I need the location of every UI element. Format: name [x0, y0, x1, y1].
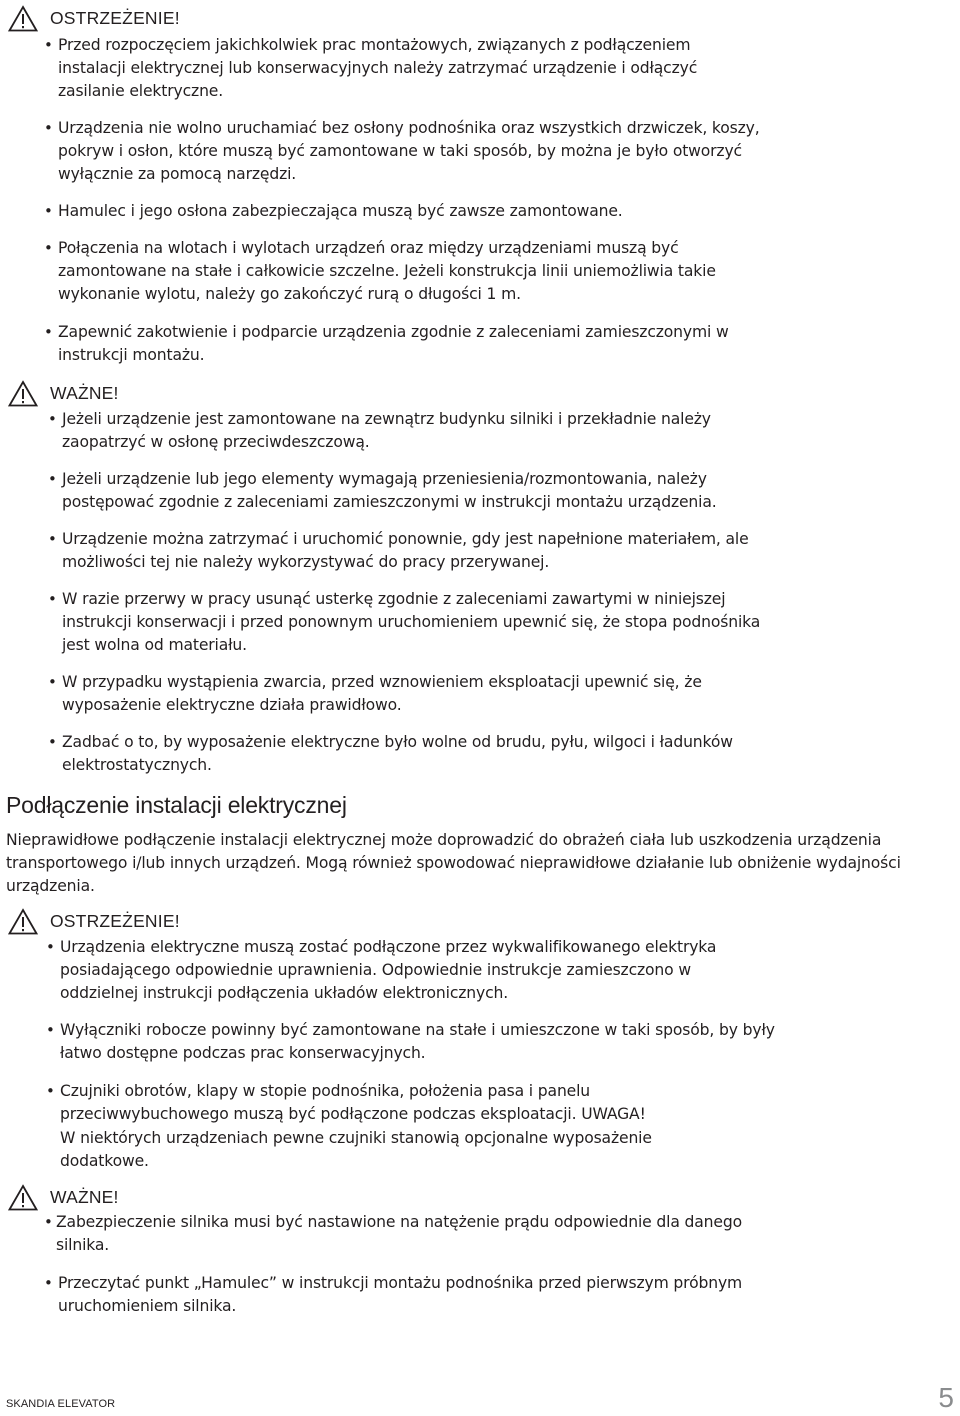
list-item: Urządzenia elektryczne muszą zostać podłączone przez wykwalifikowanego elektryka posiadającego odpowiednie uprawnienia. Odpowiednie instrukcje zamieszczono w oddzielnej instrukcji podłączenia układów elektronicznych. [60, 938, 717, 1002]
bullet: • [44, 239, 53, 257]
warning-header [8, 906, 180, 936]
bullet: • [48, 530, 57, 548]
list-item: Czujniki obrotów, klapy w stopie podnośnika, położenia pasa i panelu przeciwwybuchowego muszą być podłączone podczas eksploatacji. UWAGA! [60, 1082, 646, 1123]
bullet: • [44, 36, 53, 54]
list-item-continuation: W niektórych urządzeniach pewne czujniki stanowią opcjonalne wyposażenie dodatkowe. [60, 1129, 652, 1170]
footer-brand: SKANDIA ELEVATOR [6, 1398, 116, 1410]
bullet: • [46, 938, 55, 956]
warning-triangle-icon [8, 380, 38, 407]
list-item: Urządzenia nie wolno uruchamiać bez osłony podnośnika oraz wszystkich drzwiczek, koszy, pokryw i osłon, które muszą być zamontowane w taki sposób, by można je było otworzyć wyłącznie za pomocą narzędzi. [58, 119, 760, 183]
bullet: • [44, 202, 53, 220]
warning-triangle-icon [8, 908, 38, 935]
bullet: • [48, 410, 57, 428]
important-header [8, 1182, 119, 1212]
list-item: Hamulec i jego osłona zabezpieczająca muszą być zawsze zamontowane. [58, 202, 623, 220]
warning-triangle-icon [8, 1184, 38, 1211]
list-item: Urządzenie można zatrzymać i uruchomić ponownie, gdy jest napełnione materiałem, ale możliwości tej nie należy wykorzystywać do pracy przerywanej. [62, 530, 749, 571]
bullet: • [44, 119, 53, 137]
warning-title: OSTRZEŻENIE! [50, 7, 180, 28]
list-item: Wyłączniki robocze powinny być zamontowane na stałe i umieszczone w taki sposób, by były łatwo dostępne podczas prac konserwacyjnych. [60, 1021, 775, 1062]
bullet: • [46, 1082, 55, 1100]
bullet: • [44, 323, 53, 341]
bullet: • [48, 673, 57, 691]
list-item: W razie przerwy w pracy usunąć usterkę zgodnie z zaleceniami zawartymi w niniejszej instrukcji konserwacji i przed ponownym uruchomieniem upewnić się, że stopa podnośnika jest wolna od materiału. [62, 590, 761, 654]
list-item: Połączenia na wlotach i wylotach urządzeń oraz między urządzeniami muszą być zamontowane na stałe i całkowicie szczelne. Jeżeli konstrukcja linii uniemożliwia takie wykonanie wylotu, należy go zakończyć rurą o długości 1 m. [58, 239, 716, 303]
bullet: • [44, 1213, 53, 1231]
important-header [8, 378, 119, 408]
list-item: Zadbać o to, by wyposażenie elektryczne było wolne od brudu, pyłu, wilgoci i ładunków elektrostatycznych. [62, 733, 733, 774]
list-item: Zapewnić zakotwienie i podparcie urządzenia zgodnie z zaleceniami zamieszczonymi w instrukcji montażu. [58, 323, 729, 364]
section-title: Podłączenie instalacji elektrycznej [6, 792, 347, 818]
bullet: • [48, 590, 57, 608]
warning-title: OSTRZEŻENIE! [50, 910, 180, 931]
list-item: W przypadku wystąpienia zwarcia, przed wznowieniem eksploatacji upewnić się, że wyposażenie elektryczne działa prawidłowo. [62, 673, 702, 714]
list-item: Jeżeli urządzenie jest zamontowane na zewnątrz budynku silniki i przekładnie należy zaopatrzyć w osłonę przeciwdeszczową. [62, 410, 711, 451]
list-item: Zabezpieczenie silnika musi być nastawione na natężenie prądu odpowiednie dla danego silnika. [56, 1213, 742, 1254]
bullet: • [48, 470, 57, 488]
page-number: 5 [938, 1382, 954, 1413]
list-item: Przeczytać punkt „Hamulec” w instrukcji montażu podnośnika przed pierwszym próbnym uruchomieniem silnika. [58, 1274, 743, 1315]
important-title: WAŻNE! [50, 382, 119, 403]
list-item: Jeżeli urządzenie lub jego elementy wymagają przeniesienia/rozmontowania, należy postępować zgodnie z zaleceniami zamieszczonymi w instrukcji montażu urządzenia. [62, 470, 717, 511]
warning-header [8, 3, 180, 33]
section-intro: Nieprawidłowe podłączenie instalacji elektrycznej może doprowadzić do obrażeń ciała lub uszkodzenia urządzenia transportowego i/lub innych urządzeń. Mogą również spowodować nieprawidłowe działanie lub obniżenie wydajności urządzenia. [6, 831, 901, 895]
bullet: • [46, 1021, 55, 1039]
list-item: Przed rozpoczęciem jakichkolwiek prac montażowych, związanych z podłączeniem instalacji elektrycznej lub konserwacyjnych należy zatrzymać urządzenie i odłączyć zasilanie elektryczne. [58, 36, 698, 100]
important-title: WAŻNE! [50, 1186, 119, 1207]
bullet: • [44, 1274, 53, 1292]
bullet: • [48, 733, 57, 751]
warning-triangle-icon [8, 5, 38, 32]
